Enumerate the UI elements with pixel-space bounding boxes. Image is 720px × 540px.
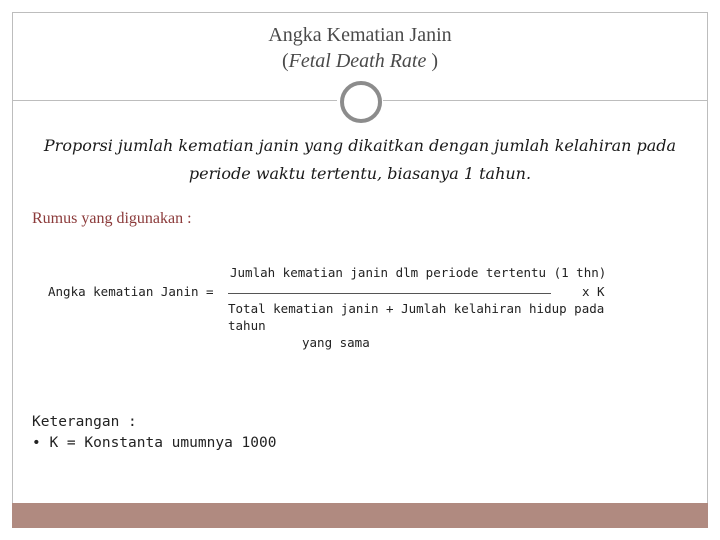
circle-ring-icon	[340, 81, 382, 123]
fraction-bar	[228, 293, 551, 294]
formula-denominator	[228, 300, 628, 351]
denominator-line-1: Total kematian janin + Jumlah kelahiran hidup pada tahun	[228, 301, 605, 333]
formula-lhs: Angka kematian Janin =	[48, 284, 214, 299]
subtitle-open-paren: (	[281, 50, 289, 72]
formula-multiplier: x K	[582, 284, 605, 299]
denominator-line-2: yang sama	[302, 335, 370, 350]
formula-numerator: Jumlah kematian janin dlm periode tertentu (1 thn)	[230, 265, 607, 280]
formula-heading: Rumus yang digunakan :	[32, 210, 192, 227]
slide-title	[0, 22, 720, 74]
definition-text	[40, 132, 680, 188]
title-subtitle	[0, 48, 720, 74]
notes-item: • K = Konstanta umumnya 1000	[32, 433, 276, 454]
footer-bar	[12, 503, 708, 528]
subtitle-close-paren: )	[431, 50, 439, 72]
divider-line-right	[383, 100, 707, 101]
subtitle-english: Fetal Death Rate	[288, 50, 432, 72]
title-main: Angka Kematian Janin	[268, 24, 452, 46]
divider-line-left	[13, 100, 337, 101]
definition-line-2: periode waktu tertentu, biasanya 1 tahun.	[188, 164, 532, 183]
definition-line-1: Proporsi jumlah kematian janin yang dikaitkan dengan jumlah kelahiran pada	[43, 136, 677, 155]
notes-heading: Keterangan :	[32, 414, 137, 430]
notes-section	[32, 412, 276, 454]
